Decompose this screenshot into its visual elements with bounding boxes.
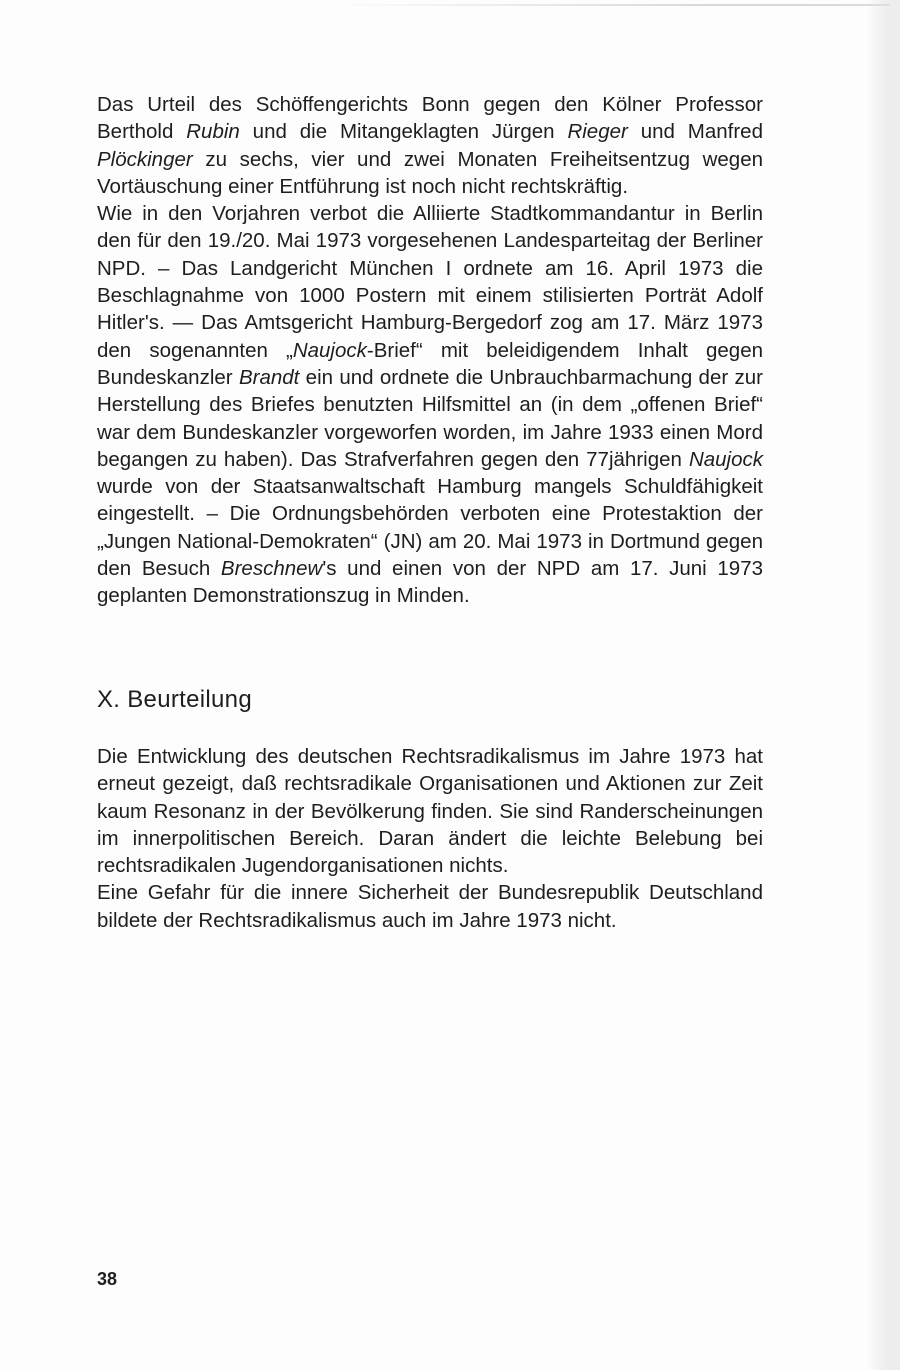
body-text-section-bottom (97, 743, 763, 934)
section-heading: X. Beurteilung (97, 686, 252, 713)
scan-edge-rule (330, 4, 890, 6)
italic-name: Rubin (186, 120, 240, 144)
italic-name: Plöckinger (97, 147, 193, 171)
paragraph-court-ruling: Das Urteil des Schöffengerichts Bonn gegen den Kölner Professor Berthold Rubin und die Mitangeklagten Jürgen Rieger und Manfred Plöckinger zu sechs, vier und zwei Monaten Freiheitsentzug wegen Vortäuschung einer Entführung ist noch nicht rechtskräftig. (97, 93, 763, 198)
italic-name: Breschnew (220, 557, 323, 581)
italic-name: Naujock (688, 447, 763, 471)
paragraph-assessment: Die Entwicklung des deutschen Rechtsradikalismus im Jahre 1973 hat erneut gezeigt, daß rechtsradikale Organisationen und Aktionen zur Zeit kaum Resonanz in der Bevölkerung finden. Sie sind Randerscheinungen im innerpolitischen Bereich. Daran ändert die leichte Belebung bei rechtsradikalen Jugendorganisationen nichts. (97, 745, 763, 878)
page-edge-shadow (866, 0, 900, 1370)
paragraph-bans-and-seizures: Wie in den Vorjahren verbot die Alliierte Stadtkommandantur in Berlin den für den 19./20. Mai 1973 vorgesehenen Landesparteitag der Berliner NPD. – Das Landgericht München I ordnete am 16. April 1973 die Beschlagnahme von 1000 Postern mit einem stilisierten Porträt Adolf Hitler's. — Das Amtsgericht Hamburg-Bergedorf zog am 17. März 1973 den sogenannten „Naujock-Brief“ mit beleidigendem Inhalt gegen Bundeskanzler Brandt ein und ordnete die Unbrauchbarmachung der zur Herstellung des Briefes benutzten Hilfsmittel an (in dem „offenen Brief“ war dem Bundeskanzler vorgeworfen worden, im Jahre 1933 einen Mord begangen zu haben). Das Strafverfahren gegen den 77jährigen Naujock wurde von der Staatsanwaltschaft Hamburg mangels Schuldfähigkeit eingestellt. – Die Ordnungsbehörden verboten eine Protestaktion der „Jungen National-Demokraten“ (JN) am 20. Mai 1973 in Dortmund gegen den Besuch Breschnew's und einen von der NPD am 17. Juni 1973 geplanten Demonstrationszug in Minden. (97, 202, 763, 608)
page-number: 38 (97, 1269, 118, 1289)
paragraph-conclusion: Eine Gefahr für die innere Sicherheit der Bundesrepublik Deutschland bildete der Rechtsradikalismus auch im Jahre 1973 nicht. (97, 881, 763, 932)
italic-name: Rieger (567, 120, 628, 144)
italic-name: Naujock (292, 338, 367, 362)
body-text-section-top (97, 91, 763, 610)
italic-name: Brandt (238, 365, 300, 389)
